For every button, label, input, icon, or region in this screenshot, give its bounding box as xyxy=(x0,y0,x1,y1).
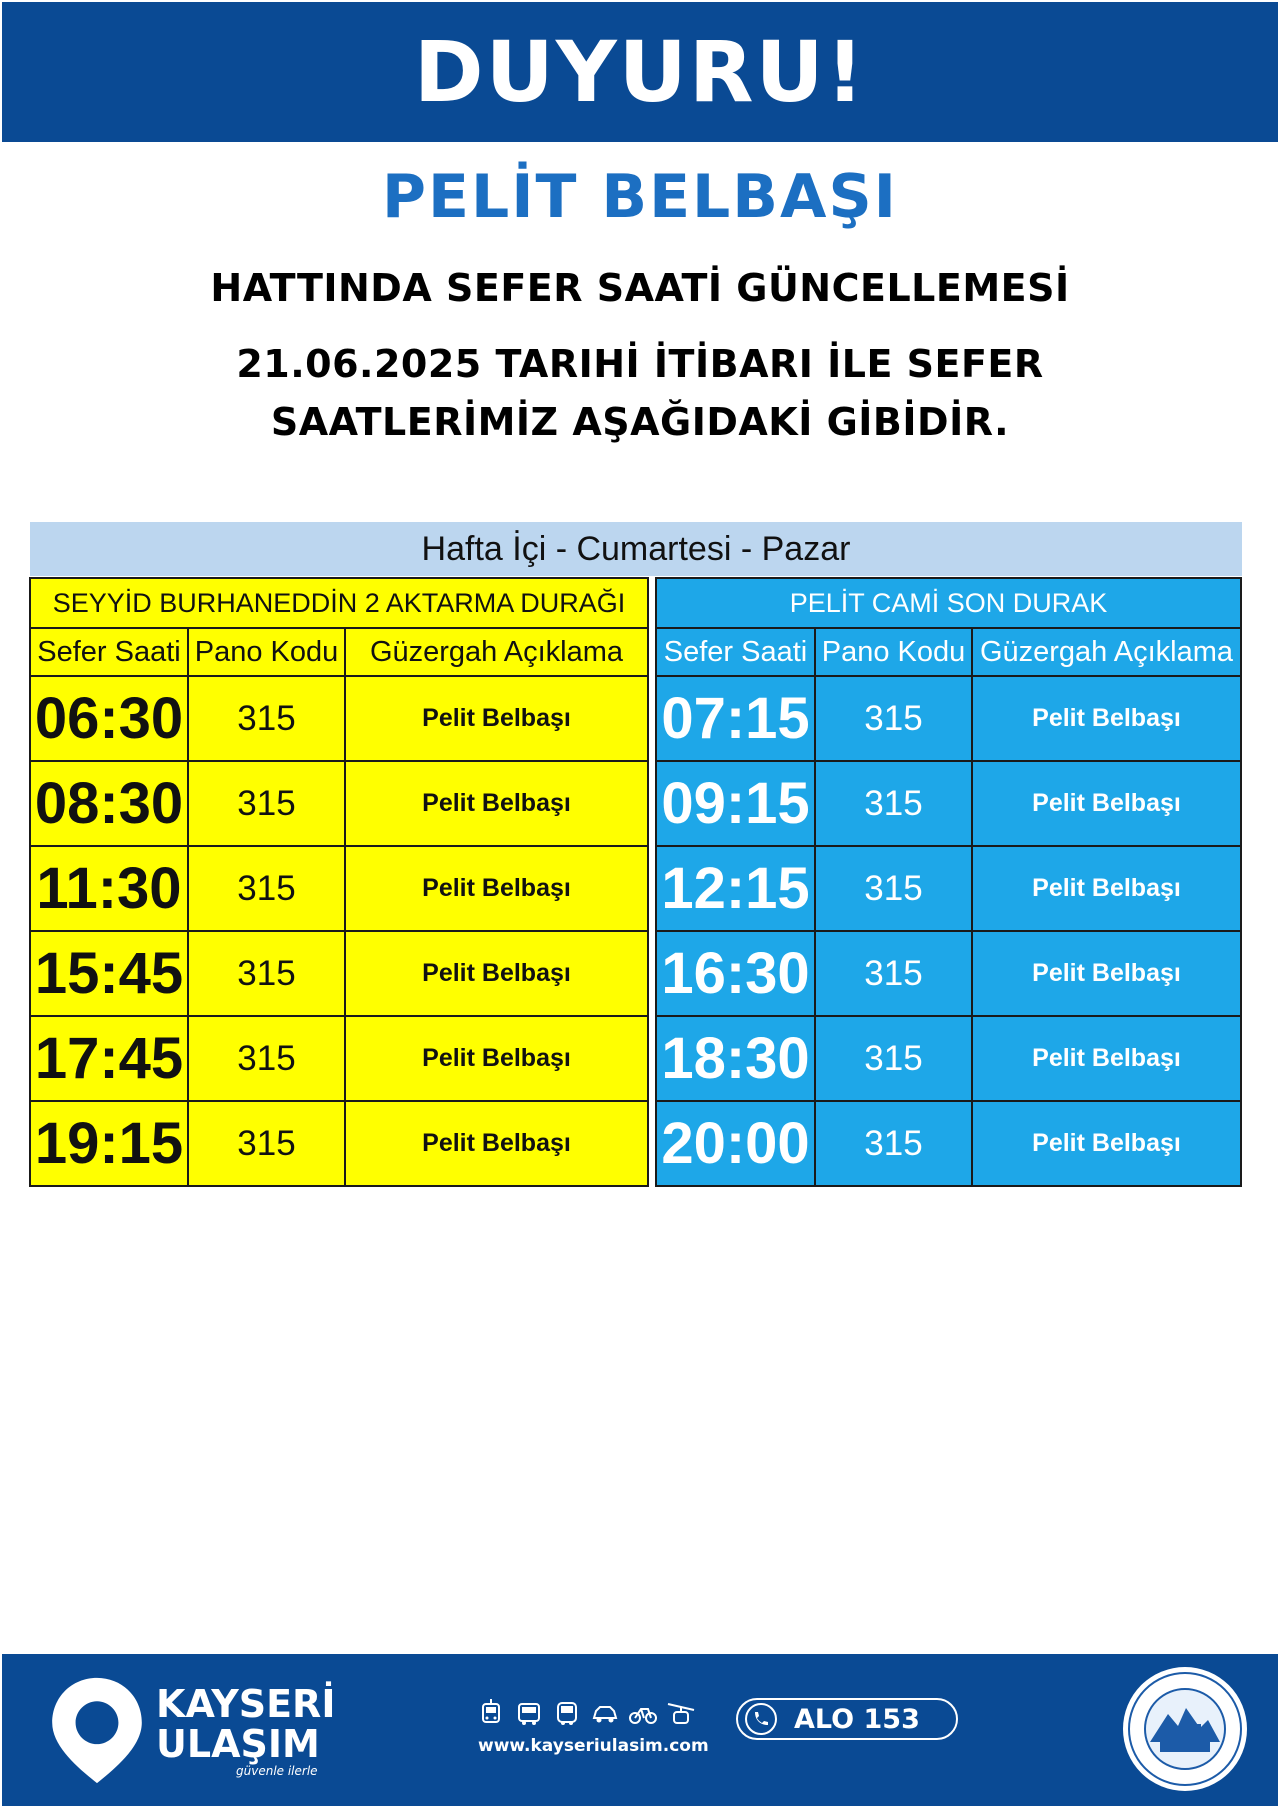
table-title-row xyxy=(31,579,647,627)
departure-time: 15:45 xyxy=(34,941,184,1006)
tram-icon xyxy=(476,1698,506,1728)
departure-time: 12:15 xyxy=(661,856,810,921)
board-code: 315 xyxy=(814,847,971,930)
route-description: Pelit Belbaşı xyxy=(344,932,647,1015)
departure-time: 09:15 xyxy=(661,771,810,836)
brand-name-line-1: KAYSERİ xyxy=(156,1682,336,1726)
schedule-period: Hafta İçi - Cumartesi - Pazar xyxy=(30,522,1242,576)
board-code: 315 xyxy=(814,1017,971,1100)
route-description: Pelit Belbaşı xyxy=(971,677,1240,760)
route-description: Pelit Belbaşı xyxy=(344,1102,647,1185)
table-title-row xyxy=(657,579,1240,627)
table-row xyxy=(31,845,647,930)
route-description: Pelit Belbaşı xyxy=(971,762,1240,845)
table-row xyxy=(657,930,1240,1015)
cable-car-icon xyxy=(666,1698,696,1728)
route-description: Pelit Belbaşı xyxy=(971,847,1240,930)
hotline-number: ALO 153 xyxy=(794,1703,920,1735)
board-code: 315 xyxy=(814,932,971,1015)
table-row xyxy=(657,675,1240,760)
location-pin-logo-icon xyxy=(48,1674,146,1786)
kayseri-municipality-seal-icon xyxy=(1120,1664,1250,1794)
brand-name-line-2: ULAŞIM xyxy=(156,1722,320,1766)
route-description: Pelit Belbaşı xyxy=(971,1017,1240,1100)
hotline-badge[interactable] xyxy=(736,1698,958,1740)
column-header-route: Güzergah Açıklama xyxy=(344,629,647,675)
column-header-route: Güzergah Açıklama xyxy=(971,629,1240,675)
board-code: 315 xyxy=(187,1017,344,1100)
board-code: 315 xyxy=(187,1102,344,1185)
table-header-row xyxy=(657,627,1240,675)
table-row xyxy=(31,1100,647,1185)
column-header-time: Sefer Saati xyxy=(37,635,181,668)
departure-time: 06:30 xyxy=(34,686,184,751)
table-row xyxy=(31,675,647,760)
phone-icon xyxy=(744,1702,778,1736)
website-link[interactable]: www.kayseriulasim.com xyxy=(478,1736,709,1756)
departure-stop-name: SEYYİD BURHANEDDİN 2 AKTARMA DURAĞI xyxy=(52,587,626,618)
board-code: 315 xyxy=(814,677,971,760)
board-code: 315 xyxy=(814,762,971,845)
headline-line-1: HATTINDA SEFER SAATİ GÜNCELLEMESİ xyxy=(210,266,1070,310)
coach-icon xyxy=(552,1698,582,1728)
board-code: 315 xyxy=(187,932,344,1015)
headline-line-3: SAATLERİMİZ AŞAĞIDAKİ GİBİDİR. xyxy=(270,400,1010,444)
car-icon xyxy=(590,1698,620,1728)
board-code: 315 xyxy=(187,677,344,760)
route-description: Pelit Belbaşı xyxy=(344,1017,647,1100)
brand-logo-text xyxy=(156,1684,335,1778)
route-description: Pelit Belbaşı xyxy=(344,847,647,930)
line-name: PELİT BELBAŞI xyxy=(382,162,898,232)
board-code: 315 xyxy=(187,762,344,845)
table-row xyxy=(31,760,647,845)
departure-time: 11:30 xyxy=(36,856,182,921)
announcement-title: DUYURU! xyxy=(413,23,867,121)
departure-time: 18:30 xyxy=(661,1026,810,1091)
departure-time: 16:30 xyxy=(661,941,810,1006)
column-header-code: Pano Kodu xyxy=(187,629,344,675)
route-description: Pelit Belbaşı xyxy=(344,762,647,845)
departure-stop-name: PELİT CAMİ SON DURAK xyxy=(789,587,1108,618)
table-row xyxy=(657,1015,1240,1100)
departure-time: 07:15 xyxy=(661,686,810,751)
departure-time: 08:30 xyxy=(34,771,184,836)
column-header-time: Sefer Saati xyxy=(663,635,808,668)
table-header-row xyxy=(31,627,647,675)
table-row xyxy=(657,760,1240,845)
headline-line-2: 21.06.2025 TARIHİ İTİBARI İLE SEFER xyxy=(236,342,1044,386)
departure-time: 19:15 xyxy=(34,1111,184,1176)
brand-tagline: güvenle ilerle xyxy=(236,1764,318,1778)
table-row xyxy=(657,1100,1240,1185)
board-code: 315 xyxy=(814,1102,971,1185)
route-description: Pelit Belbaşı xyxy=(344,677,647,760)
departure-time: 20:00 xyxy=(661,1111,810,1176)
top-banner xyxy=(2,2,1278,142)
column-header-code: Pano Kodu xyxy=(814,629,971,675)
footer-bar xyxy=(2,1654,1278,1806)
bicycle-icon xyxy=(628,1698,658,1728)
schedule-table-left xyxy=(29,577,649,1187)
bus-icon xyxy=(514,1698,544,1728)
table-row xyxy=(31,1015,647,1100)
route-description: Pelit Belbaşı xyxy=(971,932,1240,1015)
board-code: 315 xyxy=(187,847,344,930)
table-row xyxy=(657,845,1240,930)
table-row xyxy=(31,930,647,1015)
departure-time: 17:45 xyxy=(34,1026,184,1091)
schedule-table-right xyxy=(655,577,1242,1187)
transport-icons xyxy=(476,1698,696,1728)
route-description: Pelit Belbaşı xyxy=(971,1102,1240,1185)
